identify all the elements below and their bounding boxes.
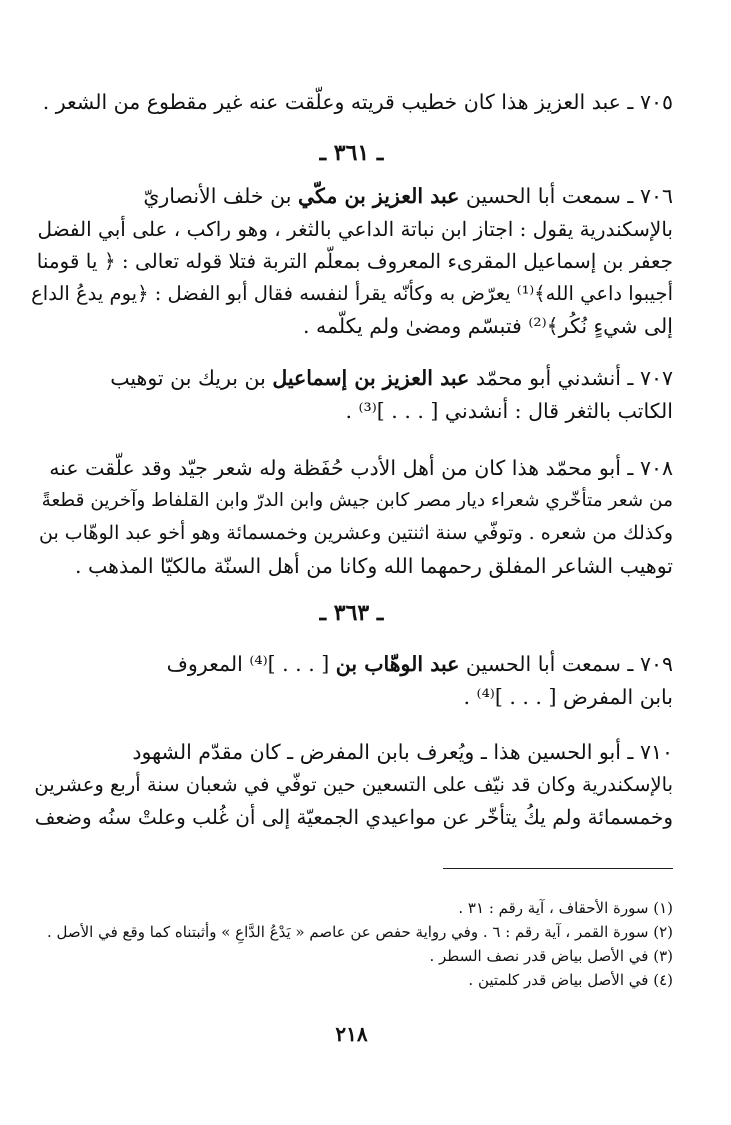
paragraph-line: بالإسكندرية يقول : اجتاز ابن نباتة الداعي بالثغر ، وهو راكب ، على أبي الفضل: [37, 216, 673, 241]
text-run: ٧٠٧ ـ أنشدني أبو محمّد: [469, 366, 673, 390]
paragraph-line: بالإسكندرية وكان قد نيّف على التسعين حين توفّي في شعبان سنة أربع وعشرين: [34, 772, 673, 796]
text-run: بن خلف الأنصاريّ: [143, 184, 298, 208]
text-run: ٧٠٩ ـ سمعت أبا الحسين: [459, 652, 673, 676]
book-page: [30, 0, 673, 1125]
paragraph-line: من شعر متأخّري شعراء ديار مصر كابن جيش وابن الدرّ وابن القلفاط وآخرين قطعةً: [41, 489, 673, 511]
paragraph-line: الكاتب بالثغر قال : أنشدني [ . . . ]⁽³⁾ .: [345, 398, 673, 423]
paragraph-705: [30, 86, 673, 119]
person-name: عبد العزيز بن إسماعيل: [272, 366, 470, 390]
paragraph-line: [30, 362, 673, 395]
paragraph-line: وكذلك من شعره . وتوفّي سنة اثنتين وعشرين وخمسمائة وهو أخو عبد الوهّاب بن: [38, 522, 673, 544]
footnote-1: (١) سورة الأحقاف ، آية رقم : ٣١ .: [458, 899, 673, 917]
footnotes: [30, 896, 673, 992]
footnote-4: (٤) في الأصل بياض قدر كلمتين .: [468, 971, 673, 989]
person-name: عبد العزيز بن مكّي: [297, 184, 460, 208]
paragraph-line: وخمسمائة ولم يكُ يتأخّر عن مواعيدي الجمعيّة إلى أن غُلب وعلتْ سنُه وضعف: [34, 805, 673, 829]
paragraph-line: ٧١٠ ـ أبو الحسين هذا ـ ويُعرف بابن المفرض ـ كان مقدّم الشهود: [132, 740, 673, 764]
text-run: ٧٠٦ ـ سمعت أبا الحسين: [459, 184, 673, 208]
footnote-2: (٢) سورة القمر ، آية رقم : ٦ . وفي رواية حفص عن عاصم « يَدْعُ الدَّاعِ » وأثبتناه كما وقع في الأصل .: [46, 923, 673, 941]
paragraph-line: جعفر بن إسماعيل المقرىء المعروف بمعلّم التربة فتلا قوله تعالى : ﴿ يا قومنا: [36, 249, 673, 273]
paragraph-line: أجيبوا داعي الله﴾⁽¹⁾ يعرّض به وكأنّه يقرأ لنفسه فقال أبو الفضل : ﴿يوم يدعُ الداع: [31, 281, 673, 305]
paragraph-709: [30, 648, 673, 713]
paragraph-line: توهيب الشاعر المفلق رحمهما الله وكانا من أهل السنّة مالكيّا المذهب .: [75, 553, 673, 578]
paragraph-line: بابن المفرض [ . . . ]⁽⁴⁾ .: [463, 684, 673, 709]
section-heading-363: ـ ٣٦٣ ـ: [319, 600, 384, 626]
paragraph-706: [30, 180, 673, 343]
footnote-3: (٣) في الأصل بياض قدر نصف السطر .: [429, 947, 673, 965]
paragraph-line: ٧٠٥ ـ عبد العزيز هذا كان خطيب قريته وعلّقت عنه غير مقطوع من الشعر .: [42, 90, 673, 114]
paragraph-710: [30, 736, 673, 834]
paragraph-line: [30, 180, 673, 213]
paragraph-708: [30, 452, 673, 582]
paragraph-line: [30, 648, 673, 681]
paragraph-707: [30, 362, 673, 427]
paragraph-line: إلى شيءٍ نُكُر﴾⁽²⁾ فتبسّم ومضىٰ ولم يكلّمه .: [302, 314, 673, 338]
person-name: عبد الوهّاب بن: [335, 652, 460, 676]
page-number: ٢١٨: [335, 1022, 368, 1046]
text-run: بن بريك بن توهيب: [110, 366, 273, 390]
text-run: [ . . . ]⁽⁴⁾ المعروف: [166, 652, 336, 676]
footnote-separator: [443, 868, 673, 869]
section-heading-361: ـ ٣٦١ ـ: [319, 140, 384, 166]
paragraph-line: ٧٠٨ ـ أبو محمّد هذا كان من أهل الأدب حُفَظة وله شعر جيّد وقد علّقت عنه: [49, 456, 673, 480]
